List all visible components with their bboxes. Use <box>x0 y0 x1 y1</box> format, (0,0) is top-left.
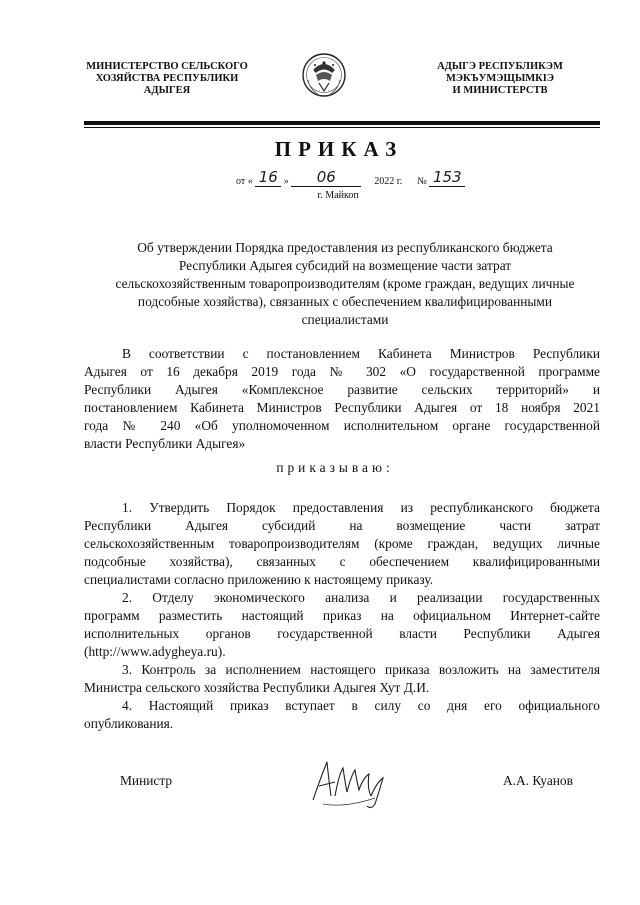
date-mid: » <box>283 176 289 187</box>
item-2-line: программ разместить настоящий приказ на официальном Интернет-сайте <box>84 608 600 623</box>
subject-line: сельскохозяйственным товаропроизводителям (кроме граждан, ведущих личные <box>115 276 575 291</box>
item-4-line: 4. Настоящий приказ вступает в силу со дня его официального <box>122 698 600 713</box>
preamble-line: постановлением Кабинета Министров Республики Адыгея от 18 ноября 2021 <box>84 400 600 415</box>
item-3-line: Министра сельского хозяйства Республики Адыгея Хут Д.И. <box>84 680 430 695</box>
item-1-line: подсобные хозяйства), связанных с обеспечением квалифицированными <box>84 554 600 569</box>
order-items <box>84 499 600 733</box>
header-left-line: МИНИСТЕРСТВО СЕЛЬСКОГО <box>86 61 248 72</box>
item-1-line: Республики Адыгея субсидий на возмещение части затрат <box>84 518 600 533</box>
header-right-line: МЭКЪУМЭЩЫМКIЭ <box>446 73 554 84</box>
signatory-position: Министр <box>120 773 173 788</box>
number-label: № <box>417 176 427 187</box>
header-rule-thin <box>84 127 600 128</box>
preamble-line: В соответствии с постановлением Кабинета Министров Республики <box>122 346 600 361</box>
header-right-line: И МИНИСТЕРСТВ <box>452 85 548 96</box>
header-rule-thick <box>84 121 600 125</box>
preamble-line: Адыгея от 16 декабря 2019 года № 302 «О государственной программе <box>84 364 600 379</box>
subject-line: специалистами <box>301 312 389 327</box>
preamble-line: власти Республики Адыгея» <box>84 436 246 451</box>
subject-line: подсобные хозяйства), связанных с обеспечением квалифицированными <box>137 294 553 309</box>
date-year: 2022 г. <box>374 176 403 187</box>
handwritten-signature <box>305 752 395 812</box>
item-2-line: 2. Отделу экономического анализа и реализации государственных <box>122 590 600 605</box>
item-4-line: опубликования. <box>84 716 174 731</box>
item-3-line: 3. Контроль за исполнением настоящего приказа возложить на заместителя <box>122 662 600 677</box>
header-right-line: АДЫГЭ РЕСПУБЛИКЭМ <box>437 61 563 72</box>
order-number: 153 <box>429 168 465 187</box>
ministry-name-russian <box>82 61 252 97</box>
subject-line: Республики Адыгея субсидий на возмещение части затрат <box>178 258 512 273</box>
item-2-line: исполнительных органов государственной власти Республики Адыгея <box>84 626 600 641</box>
date-prefix: от « <box>236 176 253 187</box>
item-1-line: специалистами согласно приложению к настоящему приказу. <box>84 572 434 587</box>
preamble-line: Республики Адыгея «Комплексное развитие сельских территорий» и <box>84 382 600 397</box>
header-left-line: ХОЗЯЙСТВА РЕСПУБЛИКИ <box>95 73 239 84</box>
coat-of-arms-emblem <box>301 50 347 100</box>
item-1-line: 1. Утвердить Порядок предоставления из республиканского бюджета <box>122 500 600 515</box>
signatory-name: А.А. Куанов <box>503 773 573 788</box>
subject-line: Об утверждении Порядка предоставления из республиканского бюджета <box>137 240 553 255</box>
date-month: 06 <box>291 168 361 187</box>
ministry-name-adyghe <box>400 61 600 97</box>
item-1-line: сельскохозяйственным товаропроизводителям (кроме граждан, ведущих личные <box>84 536 600 551</box>
city: г. Майкоп <box>317 190 359 201</box>
order-date-line <box>236 168 465 186</box>
item-2-line: (http://www.adygheya.ru). <box>84 644 226 659</box>
preamble-paragraph <box>84 345 600 453</box>
document-title: ПРИКАЗ <box>274 137 404 161</box>
order-subject <box>90 239 600 329</box>
header-left-line: АДЫГЕЯ <box>143 85 191 96</box>
preamble-line: года № 240 «Об уполномоченном исполнительном органе государственной <box>84 418 600 433</box>
date-day: 16 <box>255 168 281 187</box>
order-keyword: приказываю: <box>276 460 394 475</box>
